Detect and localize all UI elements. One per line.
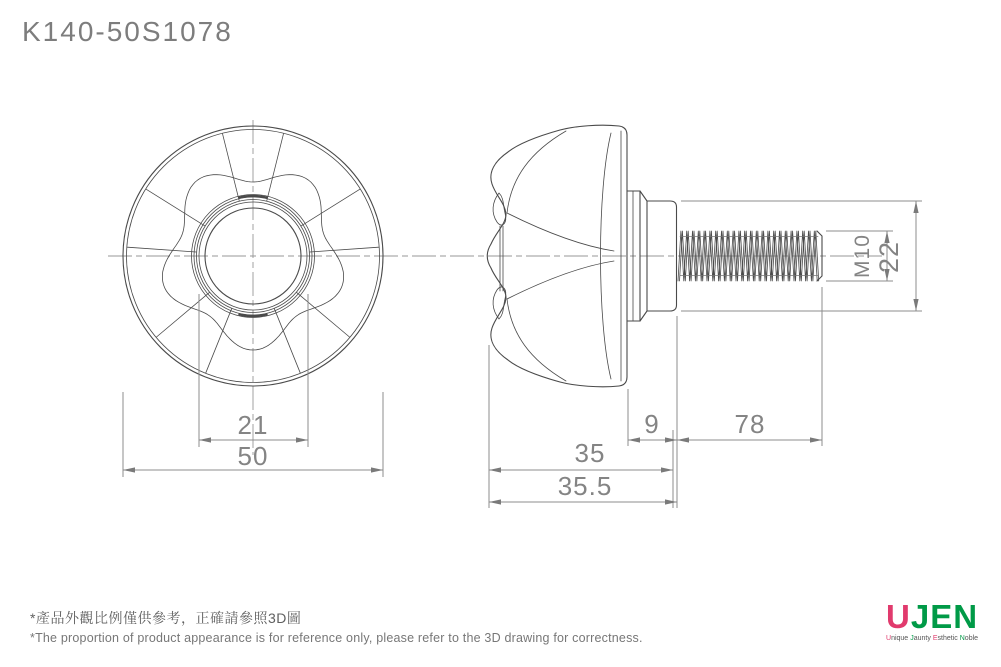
dim-label-thread-length: 78 xyxy=(734,409,766,439)
footer-notes xyxy=(30,608,643,645)
dim-label-hub-diameter: 21 xyxy=(237,410,269,440)
dim-label-boss-diameter: 22 xyxy=(874,240,904,274)
centerlines xyxy=(108,120,882,455)
dim-label-knob-diameter: 50 xyxy=(237,441,269,471)
ujen-logo xyxy=(886,600,996,642)
tagline-word: Esthetic xyxy=(932,635,958,642)
dim-label-body-length: 35 xyxy=(574,438,606,468)
logo-wordmark xyxy=(886,600,996,633)
tagline-word: Noble xyxy=(959,635,979,642)
tagline-word: Jaunty xyxy=(910,635,931,642)
tagline-word: Unique xyxy=(886,635,909,642)
note-english: *The proportion of product appearance is for reference only, please refer to the 3D drawing for correctness. xyxy=(30,631,643,645)
logo-letter-u: U xyxy=(886,598,911,635)
dim-label-thread-spec: M10 xyxy=(851,234,874,278)
dim-label-overall-length: 35.5 xyxy=(557,471,613,501)
logo-tagline xyxy=(886,635,996,642)
dim-label-neck-length: 9 xyxy=(644,409,660,439)
logo-letters-jen: JEN xyxy=(910,598,979,635)
part-number-title: K140-50S1078 xyxy=(22,16,233,47)
note-chinese: *產品外觀比例僅供參考，正確請參照3D圖 xyxy=(30,610,302,626)
